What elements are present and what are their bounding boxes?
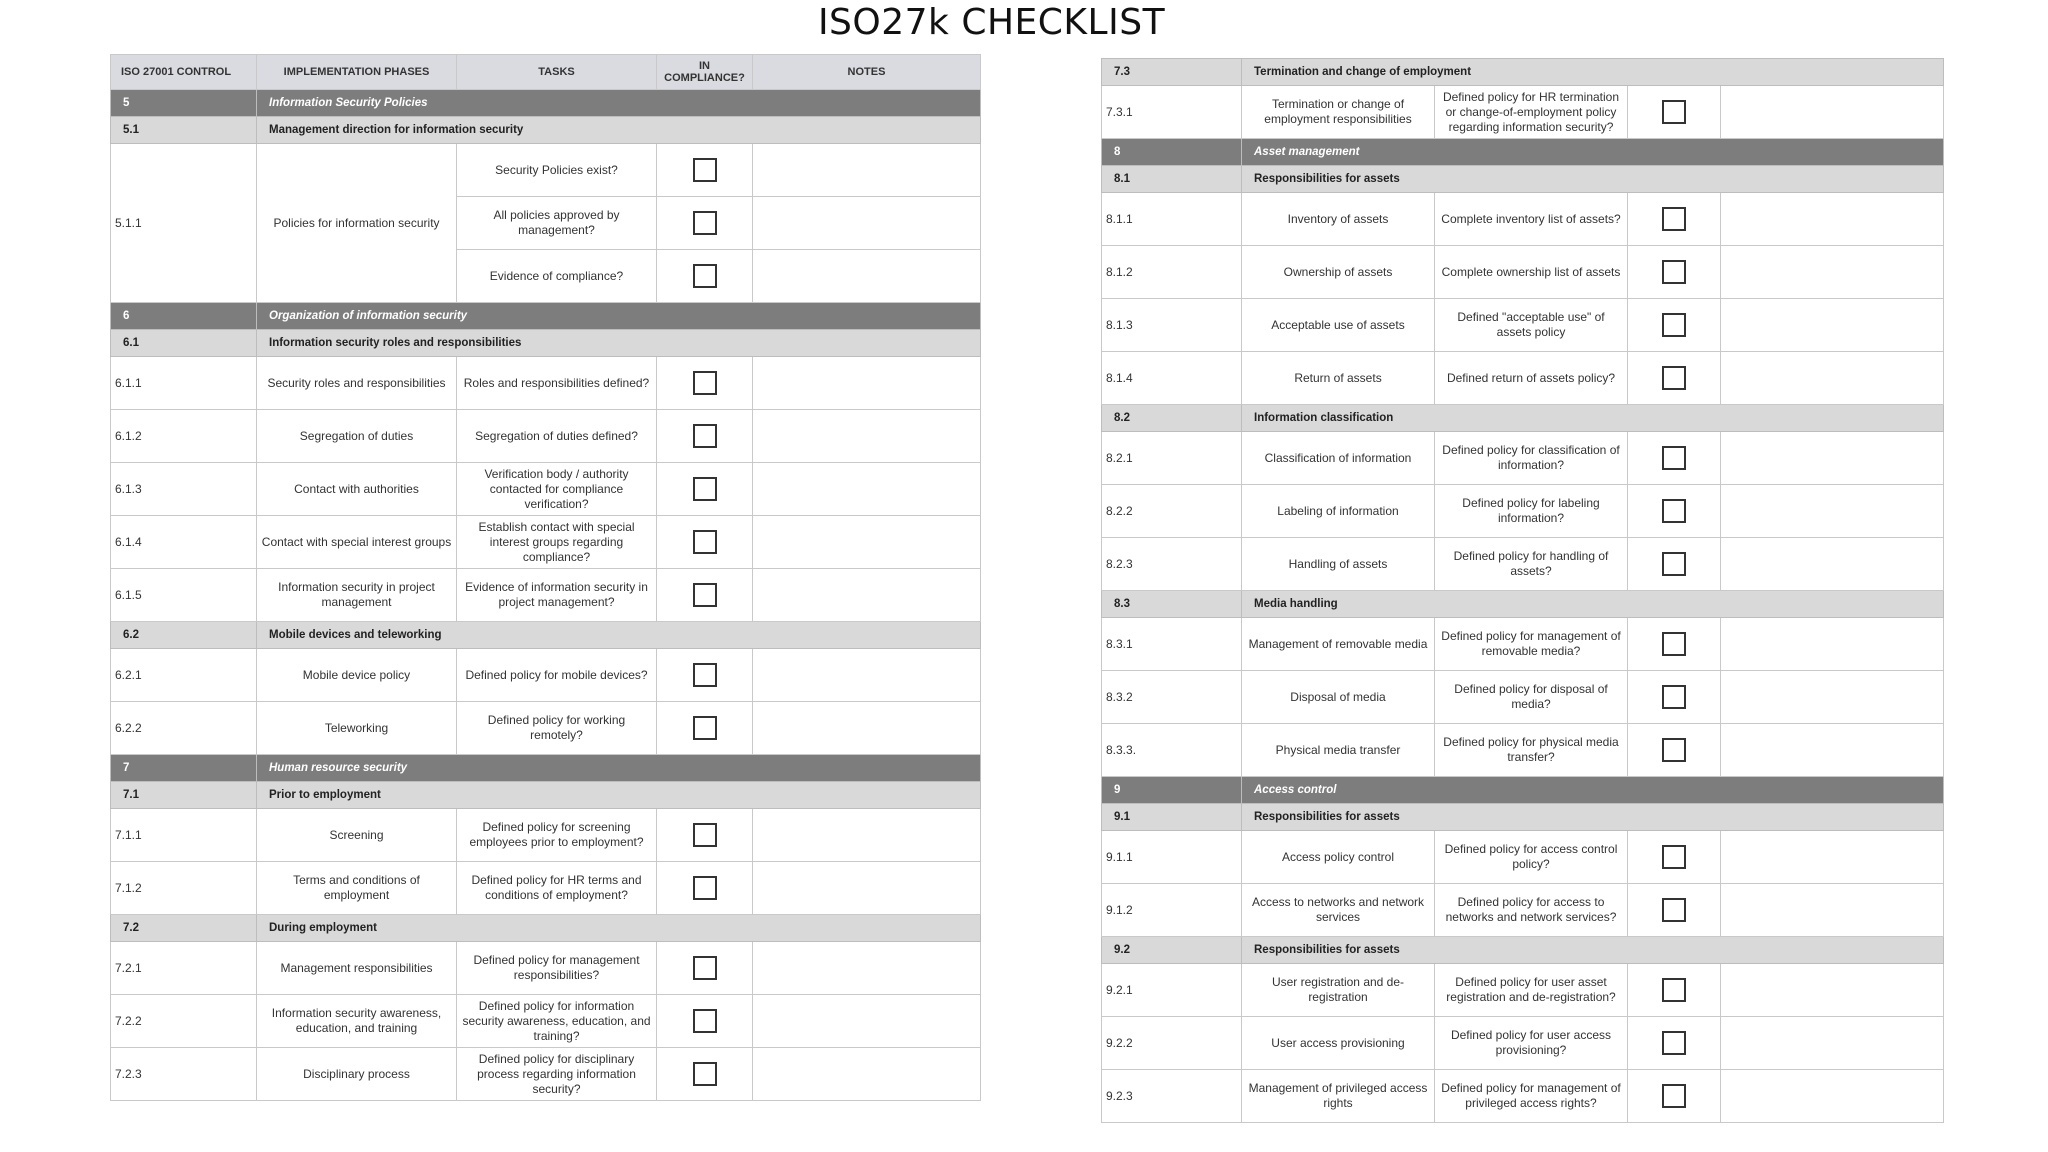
compliance-cell (1628, 352, 1721, 405)
header-tasks: TASKS (457, 55, 657, 90)
compliance-cell (657, 463, 753, 516)
task-text: Defined policy for working remotely? (457, 702, 657, 755)
section-code: 8 (1102, 139, 1242, 166)
section-code: 5 (111, 90, 257, 117)
compliance-checkbox[interactable] (1662, 207, 1686, 231)
task-text: Defined policy for user asset registration and de-registration? (1435, 964, 1628, 1017)
table-row (111, 357, 981, 410)
compliance-checkbox[interactable] (1662, 845, 1686, 869)
table-row (1102, 299, 1944, 352)
section-code: 8.3 (1102, 591, 1242, 618)
control-code: 6.2.1 (111, 649, 257, 702)
table-row (111, 649, 981, 702)
task-text: Roles and responsibilities defined? (457, 357, 657, 410)
implementation-phase: Return of assets (1242, 352, 1435, 405)
compliance-cell (657, 862, 753, 915)
section-code: 6 (111, 303, 257, 330)
notes-cell[interactable] (753, 702, 981, 755)
section-title: Information Security Policies (257, 90, 981, 117)
compliance-checkbox[interactable] (693, 211, 717, 235)
subsection-header-row (1102, 405, 1944, 432)
control-code: 7.2.3 (111, 1048, 257, 1101)
notes-cell[interactable] (1721, 964, 1944, 1017)
control-code: 6.2.2 (111, 702, 257, 755)
compliance-cell (1628, 618, 1721, 671)
implementation-phase: Screening (257, 809, 457, 862)
compliance-checkbox[interactable] (1662, 446, 1686, 470)
compliance-cell (657, 144, 753, 197)
section-title: Responsibilities for assets (1242, 166, 1944, 193)
compliance-checkbox[interactable] (693, 876, 717, 900)
table-row (111, 144, 981, 197)
implementation-phase: User registration and de-registration (1242, 964, 1435, 1017)
table-row (111, 942, 981, 995)
task-text: Defined policy for handling of assets? (1435, 538, 1628, 591)
notes-cell[interactable] (1721, 884, 1944, 937)
subsection-header-row (111, 915, 981, 942)
control-code: 6.1.2 (111, 410, 257, 463)
compliance-checkbox[interactable] (1662, 1084, 1686, 1108)
task-text: Defined policy for user access provisioning? (1435, 1017, 1628, 1070)
compliance-checkbox[interactable] (1662, 100, 1686, 124)
notes-cell[interactable] (753, 862, 981, 915)
section-code: 9 (1102, 777, 1242, 804)
implementation-phase: Contact with special interest groups (257, 516, 457, 569)
task-text: Defined return of assets policy? (1435, 352, 1628, 405)
section-code: 8.2 (1102, 405, 1242, 432)
subsection-header-row (1102, 591, 1944, 618)
page-title: ISO27k CHECKLIST (817, 2, 1166, 43)
task-text: Defined policy for classification of information? (1435, 432, 1628, 485)
checklist-table-right (1101, 58, 1944, 1123)
task-text: Defined policy for screening employees prior to employment? (457, 809, 657, 862)
table-row (1102, 432, 1944, 485)
compliance-cell (1628, 724, 1721, 777)
implementation-phase: Access policy control (1242, 831, 1435, 884)
implementation-phase: Contact with authorities (257, 463, 457, 516)
table-row (111, 702, 981, 755)
compliance-checkbox[interactable] (693, 823, 717, 847)
section-title: Asset management (1242, 139, 1944, 166)
task-text: Defined "acceptable use" of assets policy (1435, 299, 1628, 352)
task-text: Defined policy for management responsibilities? (457, 942, 657, 995)
subsection-header-row (111, 782, 981, 809)
subsection-header-row (111, 622, 981, 649)
implementation-phase: Handling of assets (1242, 538, 1435, 591)
compliance-checkbox[interactable] (693, 1062, 717, 1086)
control-code: 9.2.2 (1102, 1017, 1242, 1070)
compliance-cell (1628, 884, 1721, 937)
header-implementation-phases: IMPLEMENTATION PHASES (257, 55, 457, 90)
table-row (111, 1048, 981, 1101)
notes-cell[interactable] (1721, 1017, 1944, 1070)
task-text: Defined policy for information security awareness, education, and training? (457, 995, 657, 1048)
implementation-phase: Segregation of duties (257, 410, 457, 463)
section-title: During employment (257, 915, 981, 942)
compliance-cell (657, 809, 753, 862)
notes-cell[interactable] (1721, 485, 1944, 538)
section-code: 6.2 (111, 622, 257, 649)
section-title: Prior to employment (257, 782, 981, 809)
compliance-checkbox[interactable] (1662, 738, 1686, 762)
table-row (1102, 86, 1944, 139)
section-code: 9.1 (1102, 804, 1242, 831)
task-text: Defined policy for HR terms and conditions of employment? (457, 862, 657, 915)
task-text: Defined policy for management of privileged access rights? (1435, 1070, 1628, 1123)
notes-cell[interactable] (753, 250, 981, 303)
section-header-row (1102, 777, 1944, 804)
control-code: 9.1.2 (1102, 884, 1242, 937)
notes-cell[interactable] (753, 410, 981, 463)
subsection-header-row (1102, 166, 1944, 193)
compliance-cell (657, 942, 753, 995)
compliance-cell (1628, 831, 1721, 884)
notes-cell[interactable] (1721, 299, 1944, 352)
compliance-checkbox[interactable] (1662, 552, 1686, 576)
notes-cell[interactable] (753, 463, 981, 516)
control-code: 7.3.1 (1102, 86, 1242, 139)
control-code: 6.1.3 (111, 463, 257, 516)
implementation-phase: Policies for information security (257, 144, 457, 303)
task-text: Defined policy for disciplinary process regarding information security? (457, 1048, 657, 1101)
notes-cell[interactable] (753, 809, 981, 862)
section-code: 7.3 (1102, 59, 1242, 86)
compliance-cell (657, 250, 753, 303)
notes-cell[interactable] (1721, 1070, 1944, 1123)
notes-cell[interactable] (1721, 724, 1944, 777)
table-row (1102, 831, 1944, 884)
compliance-cell (1628, 86, 1721, 139)
control-code: 5.1.1 (111, 144, 257, 303)
table-row (111, 809, 981, 862)
compliance-checkbox[interactable] (1662, 499, 1686, 523)
section-title: Access control (1242, 777, 1944, 804)
implementation-phase: Security roles and responsibilities (257, 357, 457, 410)
notes-cell[interactable] (1721, 538, 1944, 591)
notes-cell[interactable] (1721, 193, 1944, 246)
section-title: Information security roles and responsibilities (257, 330, 981, 357)
compliance-cell (1628, 246, 1721, 299)
task-text: Defined policy for management of removable media? (1435, 618, 1628, 671)
section-header-row (111, 90, 981, 117)
implementation-phase: Inventory of assets (1242, 193, 1435, 246)
compliance-checkbox[interactable] (1662, 632, 1686, 656)
section-title: Termination and change of employment (1242, 59, 1944, 86)
section-code: 7.1 (111, 782, 257, 809)
compliance-cell (657, 357, 753, 410)
compliance-checkbox[interactable] (693, 716, 717, 740)
table-header-row (111, 55, 981, 90)
header-iso-control: ISO 27001 CONTROL (111, 55, 257, 90)
control-code: 8.3.1 (1102, 618, 1242, 671)
notes-cell[interactable] (753, 197, 981, 250)
task-text: Defined policy for labeling information? (1435, 485, 1628, 538)
notes-cell[interactable] (753, 357, 981, 410)
implementation-phase: Disposal of media (1242, 671, 1435, 724)
table-row (1102, 352, 1944, 405)
table-row (111, 516, 981, 569)
control-code: 8.1.3 (1102, 299, 1242, 352)
task-text: Evidence of compliance? (457, 250, 657, 303)
compliance-checkbox[interactable] (693, 424, 717, 448)
control-code: 6.1.5 (111, 569, 257, 622)
task-text: Complete ownership list of assets (1435, 246, 1628, 299)
task-text: Segregation of duties defined? (457, 410, 657, 463)
implementation-phase: Acceptable use of assets (1242, 299, 1435, 352)
section-title: Responsibilities for assets (1242, 937, 1944, 964)
compliance-cell (1628, 671, 1721, 724)
control-code: 8.3.2 (1102, 671, 1242, 724)
compliance-checkbox[interactable] (1662, 1031, 1686, 1055)
compliance-cell (1628, 1070, 1721, 1123)
compliance-cell (1628, 964, 1721, 1017)
task-text: Security Policies exist? (457, 144, 657, 197)
compliance-checkbox[interactable] (1662, 978, 1686, 1002)
implementation-phase: Information security in project management (257, 569, 457, 622)
section-title: Organization of information security (257, 303, 981, 330)
compliance-checkbox[interactable] (1662, 313, 1686, 337)
section-title: Human resource security (257, 755, 981, 782)
table-row (111, 410, 981, 463)
task-text: Defined policy for access to networks and network services? (1435, 884, 1628, 937)
task-text: Defined policy for HR termination or change-of-employment policy regarding information security? (1435, 86, 1628, 139)
subsection-header-row (1102, 937, 1944, 964)
control-code: 7.1.1 (111, 809, 257, 862)
task-text: Complete inventory list of assets? (1435, 193, 1628, 246)
notes-cell[interactable] (753, 569, 981, 622)
task-text: Establish contact with special interest groups regarding compliance? (457, 516, 657, 569)
table-row (1102, 1017, 1944, 1070)
table-row (1102, 618, 1944, 671)
table-row (111, 862, 981, 915)
table-row (111, 995, 981, 1048)
compliance-checkbox[interactable] (1662, 366, 1686, 390)
task-text: All policies approved by management? (457, 197, 657, 250)
compliance-checkbox[interactable] (693, 477, 717, 501)
table-row (1102, 1070, 1944, 1123)
control-code: 8.3.3. (1102, 724, 1242, 777)
compliance-cell (657, 649, 753, 702)
compliance-checkbox[interactable] (693, 663, 717, 687)
subsection-header-row (111, 330, 981, 357)
implementation-phase: Management of privileged access rights (1242, 1070, 1435, 1123)
implementation-phase: Information security awareness, education, and training (257, 995, 457, 1048)
header-in-compliance: IN COMPLIANCE? (657, 55, 753, 90)
compliance-cell (657, 995, 753, 1048)
notes-cell[interactable] (753, 516, 981, 569)
compliance-checkbox[interactable] (693, 264, 717, 288)
compliance-cell (657, 702, 753, 755)
notes-cell[interactable] (753, 942, 981, 995)
control-code: 6.1.4 (111, 516, 257, 569)
control-code: 8.2.1 (1102, 432, 1242, 485)
control-code: 8.2.2 (1102, 485, 1242, 538)
table-row (1102, 538, 1944, 591)
control-code: 7.2.2 (111, 995, 257, 1048)
implementation-phase: Termination or change of employment responsibilities (1242, 86, 1435, 139)
section-title: Information classification (1242, 405, 1944, 432)
control-code: 7.1.2 (111, 862, 257, 915)
implementation-phase: Teleworking (257, 702, 457, 755)
notes-cell[interactable] (1721, 352, 1944, 405)
task-text: Evidence of information security in project management? (457, 569, 657, 622)
table-row (1102, 671, 1944, 724)
task-text: Defined policy for mobile devices? (457, 649, 657, 702)
implementation-phase: Ownership of assets (1242, 246, 1435, 299)
table-row (1102, 485, 1944, 538)
control-code: 8.1.1 (1102, 193, 1242, 246)
notes-cell[interactable] (753, 1048, 981, 1101)
notes-cell[interactable] (1721, 246, 1944, 299)
section-title: Mobile devices and teleworking (257, 622, 981, 649)
notes-cell[interactable] (1721, 432, 1944, 485)
section-code: 8.1 (1102, 166, 1242, 193)
compliance-cell (1628, 1017, 1721, 1070)
checklist-table-left (110, 54, 981, 1101)
control-code: 9.1.1 (1102, 831, 1242, 884)
compliance-checkbox[interactable] (1662, 898, 1686, 922)
implementation-phase: Classification of information (1242, 432, 1435, 485)
compliance-checkbox[interactable] (693, 1009, 717, 1033)
section-title: Responsibilities for assets (1242, 804, 1944, 831)
compliance-checkbox[interactable] (693, 158, 717, 182)
table-row (1102, 964, 1944, 1017)
implementation-phase: Management of removable media (1242, 618, 1435, 671)
control-code: 8.1.2 (1102, 246, 1242, 299)
compliance-cell (1628, 432, 1721, 485)
compliance-cell (1628, 538, 1721, 591)
section-title: Management direction for information security (257, 117, 981, 144)
compliance-checkbox[interactable] (693, 583, 717, 607)
implementation-phase: Physical media transfer (1242, 724, 1435, 777)
section-header-row (111, 303, 981, 330)
task-text: Defined policy for physical media transfer? (1435, 724, 1628, 777)
control-code: 8.2.3 (1102, 538, 1242, 591)
section-header-row (111, 755, 981, 782)
table-row (111, 569, 981, 622)
implementation-phase: User access provisioning (1242, 1017, 1435, 1070)
table-row (1102, 246, 1944, 299)
section-code: 9.2 (1102, 937, 1242, 964)
implementation-phase: Management responsibilities (257, 942, 457, 995)
notes-cell[interactable] (1721, 831, 1944, 884)
implementation-phase: Labeling of information (1242, 485, 1435, 538)
notes-cell[interactable] (1721, 86, 1944, 139)
table-row (1102, 724, 1944, 777)
compliance-cell (657, 516, 753, 569)
compliance-cell (657, 569, 753, 622)
control-code: 7.2.1 (111, 942, 257, 995)
task-text: Verification body / authority contacted for compliance verification? (457, 463, 657, 516)
implementation-phase: Terms and conditions of employment (257, 862, 457, 915)
header-notes: NOTES (753, 55, 981, 90)
implementation-phase: Disciplinary process (257, 1048, 457, 1101)
section-code: 5.1 (111, 117, 257, 144)
subsection-header-row (111, 117, 981, 144)
notes-cell[interactable] (753, 144, 981, 197)
compliance-cell (1628, 485, 1721, 538)
subsection-header-row (1102, 804, 1944, 831)
table-row (1102, 193, 1944, 246)
section-code: 6.1 (111, 330, 257, 357)
compliance-checkbox[interactable] (693, 530, 717, 554)
task-text: Defined policy for disposal of media? (1435, 671, 1628, 724)
compliance-cell (657, 410, 753, 463)
section-code: 7 (111, 755, 257, 782)
compliance-cell (657, 197, 753, 250)
task-text: Defined policy for access control policy? (1435, 831, 1628, 884)
notes-cell[interactable] (1721, 671, 1944, 724)
implementation-phase: Access to networks and network services (1242, 884, 1435, 937)
compliance-checkbox[interactable] (1662, 685, 1686, 709)
compliance-checkbox[interactable] (693, 956, 717, 980)
compliance-cell (1628, 193, 1721, 246)
section-code: 7.2 (111, 915, 257, 942)
compliance-cell (1628, 299, 1721, 352)
control-code: 8.1.4 (1102, 352, 1242, 405)
compliance-checkbox[interactable] (693, 371, 717, 395)
table-row (111, 463, 981, 516)
compliance-cell (657, 1048, 753, 1101)
control-code: 6.1.1 (111, 357, 257, 410)
control-code: 9.2.3 (1102, 1070, 1242, 1123)
section-header-row (1102, 139, 1944, 166)
compliance-checkbox[interactable] (1662, 260, 1686, 284)
notes-cell[interactable] (1721, 618, 1944, 671)
notes-cell[interactable] (753, 995, 981, 1048)
subsection-header-row (1102, 59, 1944, 86)
implementation-phase: Mobile device policy (257, 649, 457, 702)
section-title: Media handling (1242, 591, 1944, 618)
control-code: 9.2.1 (1102, 964, 1242, 1017)
table-row (1102, 884, 1944, 937)
notes-cell[interactable] (753, 649, 981, 702)
